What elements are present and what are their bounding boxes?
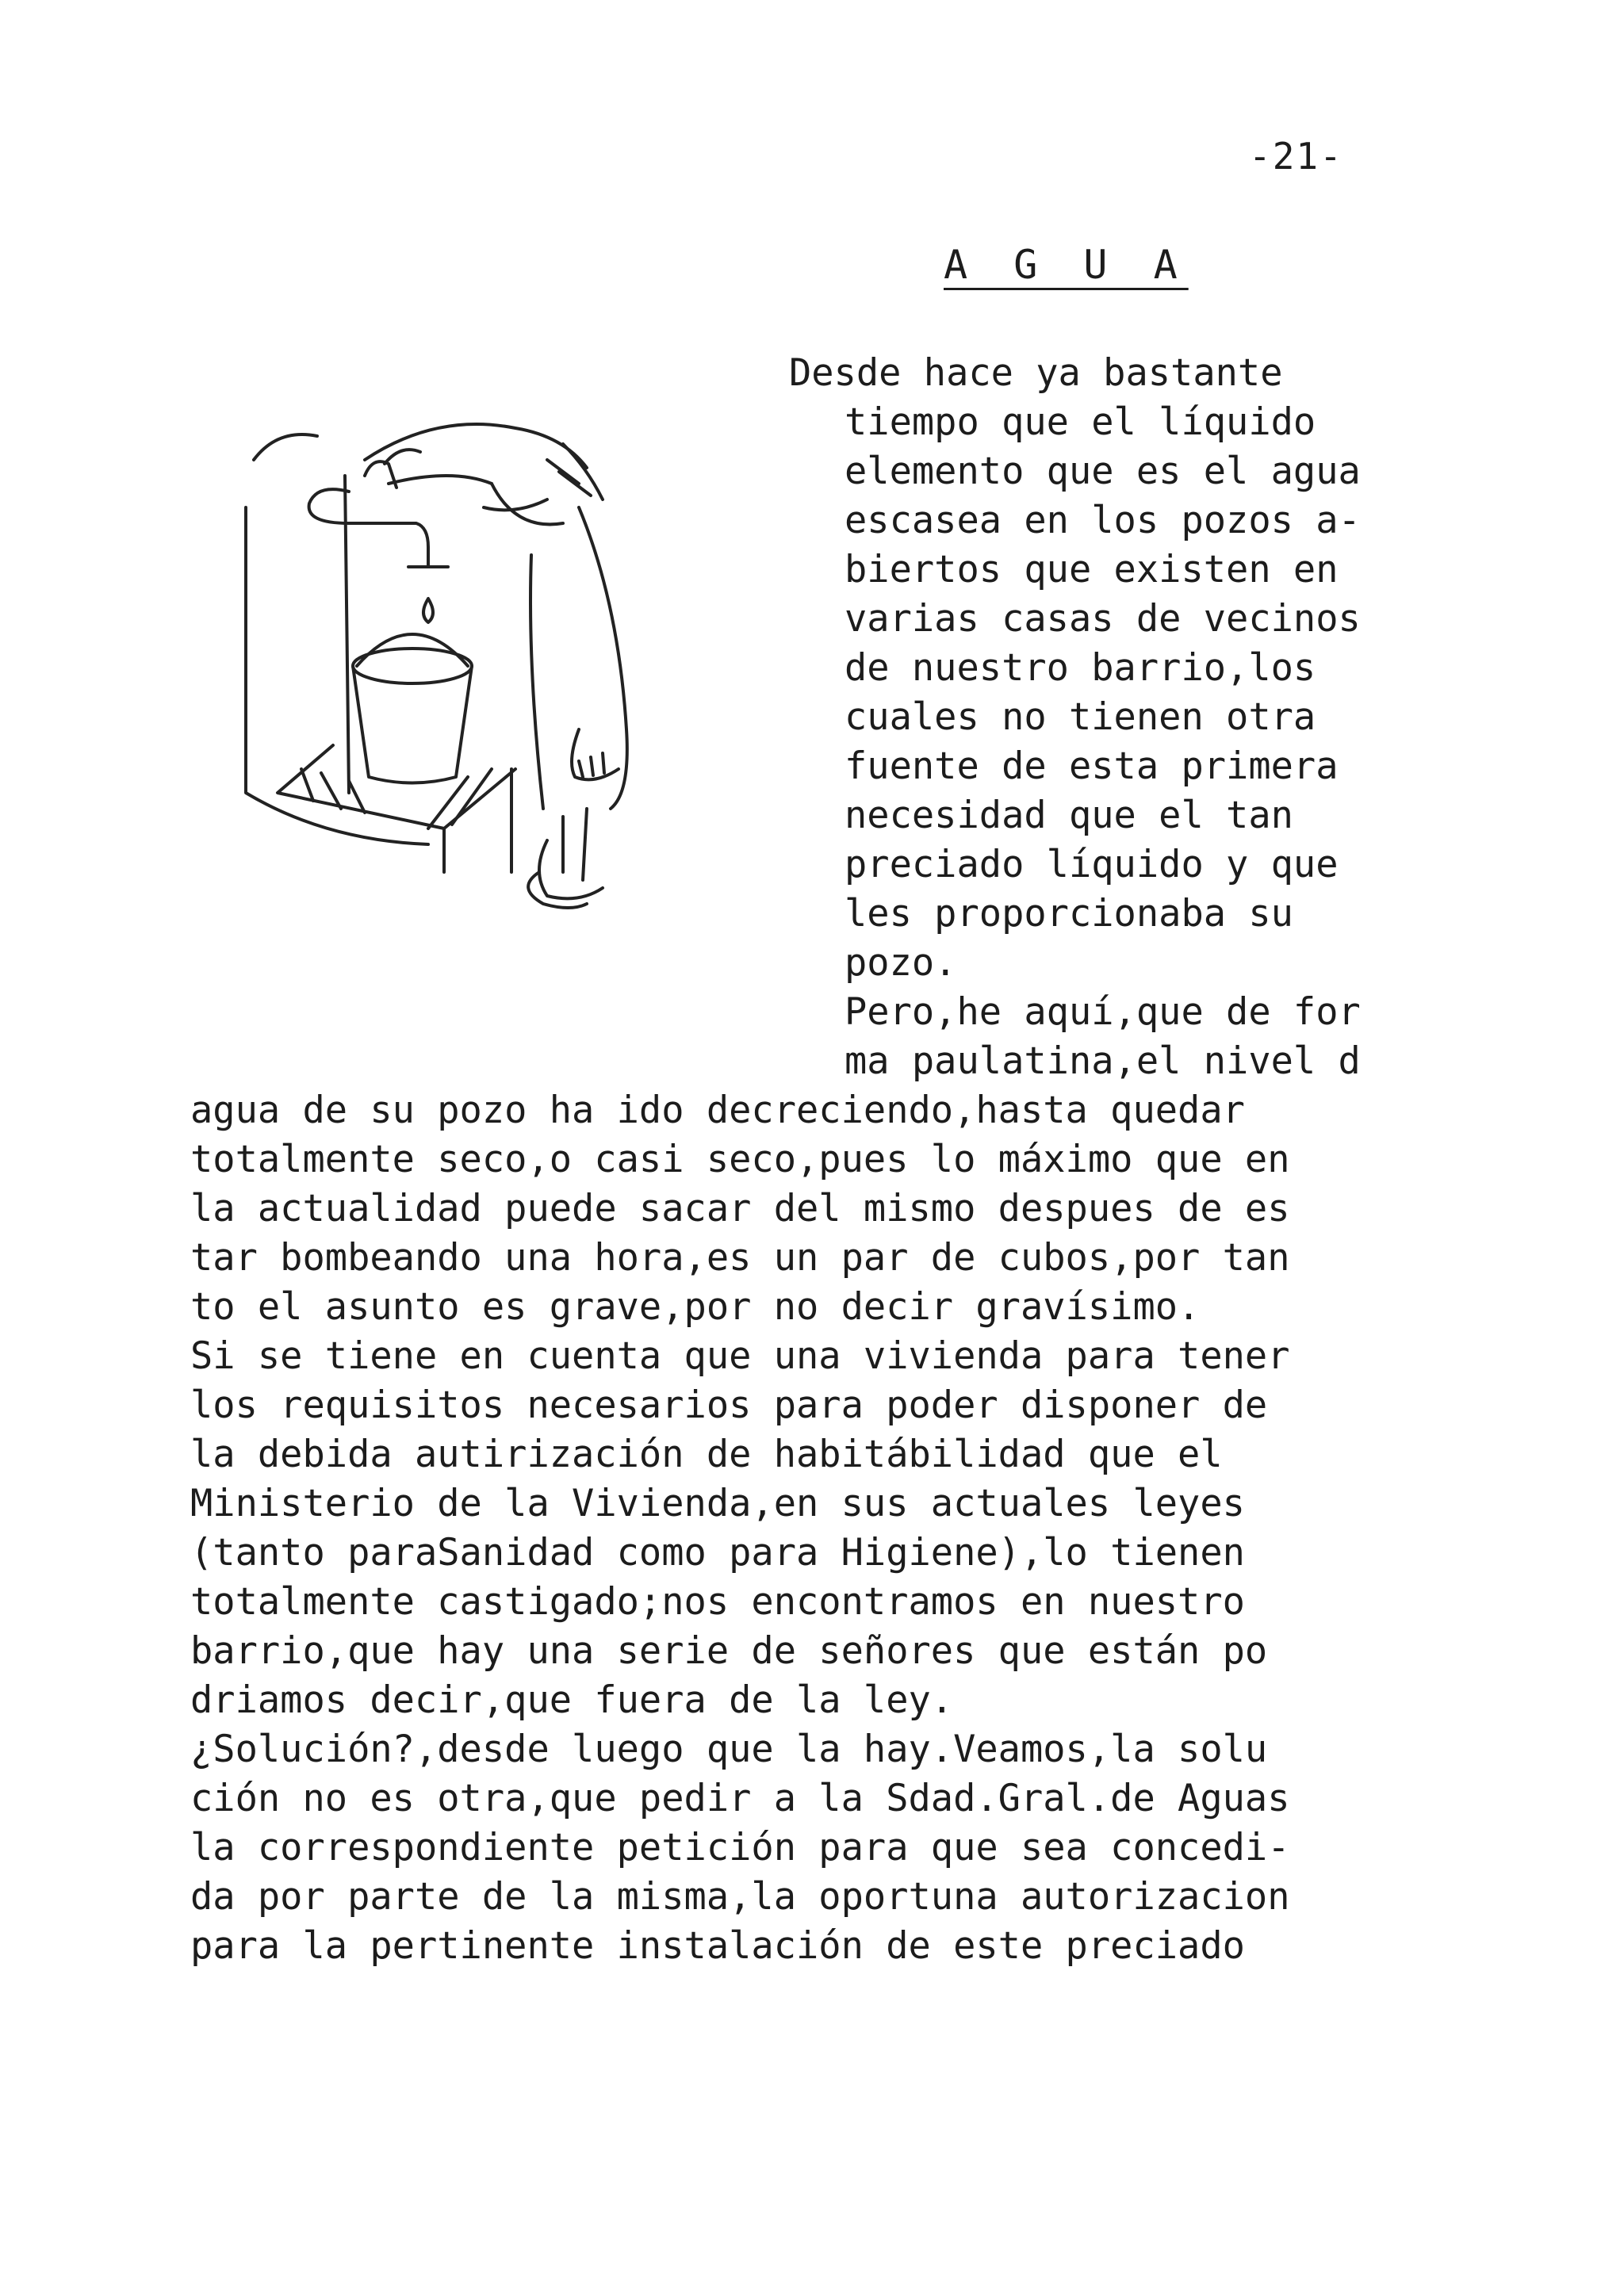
article-title: A G U A bbox=[944, 242, 1189, 288]
text-line: tar bombeando una hora,es un par de cubos,por tan bbox=[190, 1236, 1290, 1280]
text-line: to el asunto es grave,por no decir gravísimo. bbox=[190, 1285, 1201, 1329]
text-line: necesidad que el tan bbox=[845, 794, 1293, 837]
text-line: da por parte de la misma,la oportuna autorizacion bbox=[190, 1875, 1290, 1919]
text-line: los requisitos necesarios para poder disponer de bbox=[190, 1383, 1268, 1427]
text-line: para la pertinente instalación de este preciado bbox=[190, 1924, 1245, 1968]
text-line: cuales no tienen otra bbox=[845, 695, 1316, 739]
text-line: ¿Solución?,desde luego que la hay.Veamos,la solu bbox=[190, 1728, 1268, 1771]
text-line: Desde hace ya bastante bbox=[789, 351, 1283, 395]
text-line: la actualidad puede sacar del mismo despues de es bbox=[190, 1187, 1290, 1230]
text-line: Pero,he aquí,que de for bbox=[845, 990, 1361, 1034]
text-line: totalmente castigado;nos encontramos en nuestro bbox=[190, 1580, 1245, 1624]
page-number: -21- bbox=[1249, 135, 1343, 178]
text-line: totalmente seco,o casi seco,pues lo máximo que en bbox=[190, 1138, 1290, 1181]
text-line: de nuestro barrio,los bbox=[845, 646, 1316, 690]
text-line: Si se tiene en cuenta que una vivienda para tener bbox=[190, 1334, 1290, 1378]
text-line: la correspondiente petición para que sea concedi- bbox=[190, 1826, 1290, 1869]
text-line: Ministerio de la Vivienda,en sus actuales leyes bbox=[190, 1482, 1245, 1525]
text-line: preciado líquido y que bbox=[845, 843, 1339, 886]
text-line: ción no es otra,que pedir a la Sdad.Gral.de Aguas bbox=[190, 1777, 1290, 1820]
text-line: biertos que existen en bbox=[845, 548, 1339, 591]
text-line: escasea en los pozos a- bbox=[845, 499, 1361, 542]
text-line: ma paulatina,el nivel d bbox=[845, 1039, 1361, 1083]
text-line: barrio,que hay una serie de señores que están po bbox=[190, 1629, 1268, 1673]
text-line: la debida autirización de habitábilidad que el bbox=[190, 1433, 1223, 1476]
text-line: driamos decir,que fuera de la ley. bbox=[190, 1678, 954, 1722]
text-line: varias casas de vecinos bbox=[845, 597, 1361, 641]
text-line: fuente de esta primera bbox=[845, 744, 1339, 788]
woman-at-water-tap-illustration bbox=[230, 396, 737, 936]
text-line: pozo. bbox=[845, 941, 957, 985]
text-line: tiempo que el líquido bbox=[845, 400, 1316, 444]
text-line: elemento que es el agua bbox=[845, 450, 1361, 493]
text-line: les proporcionaba su bbox=[845, 892, 1293, 936]
text-line: (tanto paraSanidad como para Higiene),lo tienen bbox=[190, 1531, 1245, 1575]
text-line: agua de su pozo ha ido decreciendo,hasta quedar bbox=[190, 1089, 1245, 1132]
